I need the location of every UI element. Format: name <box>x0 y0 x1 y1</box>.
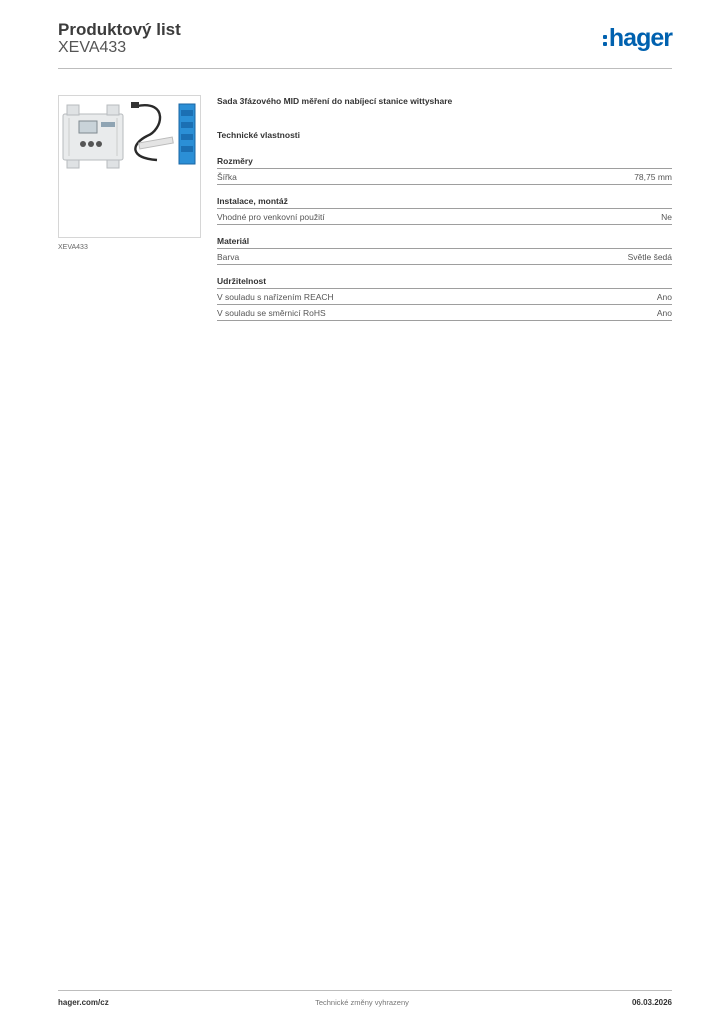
footer-website-link[interactable]: hager.com/cz <box>58 998 109 1007</box>
image-caption: XEVA433 <box>58 244 88 251</box>
logo-text: hager <box>608 24 672 52</box>
spec-row <box>217 289 672 305</box>
hager-logo <box>603 26 672 51</box>
spec-label: V souladu se směrnicí RoHS <box>217 308 326 318</box>
spec-label: V souladu s nařízením REACH <box>217 292 334 302</box>
footer-divider <box>58 990 672 991</box>
spec-value: Ano <box>656 292 672 302</box>
spec-label: Vhodné pro venkovní použití <box>217 212 325 222</box>
spec-value: Ano <box>656 308 672 318</box>
header-divider <box>58 68 672 69</box>
spec-group-title: Udržitelnost <box>217 276 672 289</box>
spec-row <box>217 209 672 225</box>
spec-value: Ne <box>661 212 672 222</box>
specs-section-title: Technické vlastnosti <box>217 130 300 140</box>
spec-group-material <box>217 236 672 265</box>
spec-row <box>217 305 672 321</box>
spec-group-dimensions <box>217 156 672 185</box>
spec-group-title: Rozměry <box>217 156 672 169</box>
footer-date: 06.03.2026 <box>631 998 672 1007</box>
spec-label: Šířka <box>217 172 237 182</box>
spec-value: 78,75 mm <box>634 172 672 182</box>
specs-content <box>217 96 672 332</box>
spec-value: Světle šedá <box>627 252 672 262</box>
spec-label: Barva <box>217 252 240 262</box>
document-title: Produktový list <box>58 20 181 39</box>
product-image <box>58 95 201 238</box>
spec-group-installation <box>217 196 672 225</box>
spec-row <box>217 169 672 185</box>
spec-group-title: Instalace, montáž <box>217 196 672 209</box>
logo-dots-icon <box>603 35 607 46</box>
footer-disclaimer: Technické změny vyhrazeny <box>315 998 409 1007</box>
spec-row <box>217 249 672 265</box>
product-description: Sada 3fázového MID měření do nabíjecí stanice wittyshare <box>217 96 453 106</box>
product-code: XEVA433 <box>58 39 127 56</box>
spec-group-sustainability <box>217 276 672 321</box>
spec-group-title: Materiál <box>217 236 672 249</box>
